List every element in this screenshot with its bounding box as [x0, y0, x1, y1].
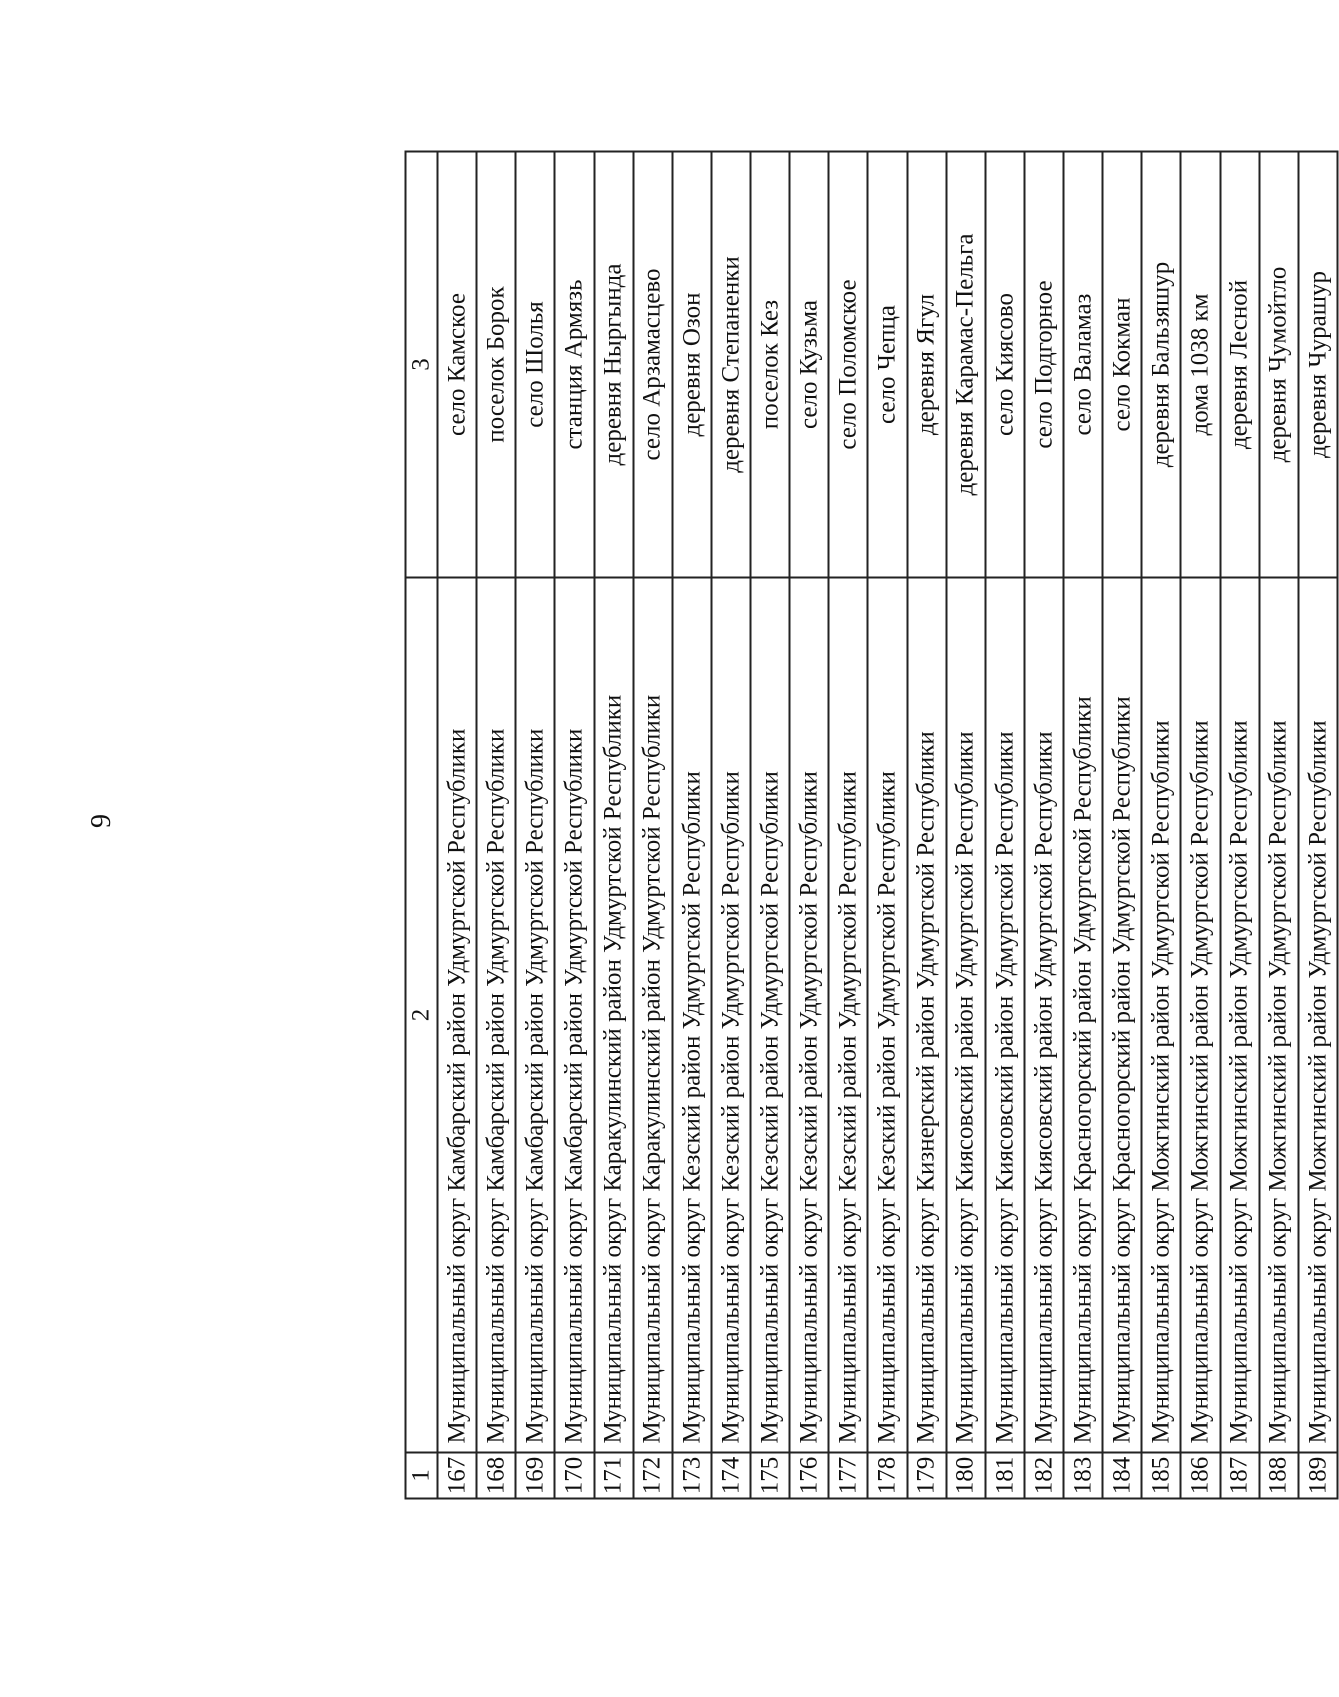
table-row — [1142, 152, 1181, 1499]
table-row — [1298, 152, 1337, 1499]
table-row — [438, 152, 477, 1499]
row-settlement: поселок Кез — [751, 152, 790, 578]
row-district: Муниципальный округ Можгинский район Удмуртской Республики — [1298, 578, 1337, 1453]
table-row — [868, 152, 907, 1499]
row-settlement: деревня Ныргында — [594, 152, 633, 578]
row-district: Муниципальный округ Камбарский район Удмуртской Республики — [477, 578, 516, 1453]
row-settlement: деревня Ягул — [907, 152, 946, 578]
table-row — [555, 152, 594, 1499]
row-settlement: деревня Чумойтло — [1259, 152, 1298, 578]
table-row — [829, 152, 868, 1499]
table-row — [672, 152, 711, 1499]
row-district: Муниципальный округ Камбарский район Удмуртской Республики — [516, 578, 555, 1453]
row-district: Муниципальный округ Киясовский район Удмуртской Республики — [985, 578, 1024, 1453]
table-row — [1220, 152, 1259, 1499]
row-number: 184 — [1103, 1453, 1142, 1499]
row-settlement: село Чепца — [868, 152, 907, 578]
row-district: Муниципальный округ Кезский район Удмуртской Республики — [829, 578, 868, 1453]
row-settlement: деревня Озон — [672, 152, 711, 578]
row-number: 183 — [1064, 1453, 1103, 1499]
row-number: 182 — [1024, 1453, 1063, 1499]
table-row — [1064, 152, 1103, 1499]
row-district: Муниципальный округ Киясовский район Удмуртской Республики — [946, 578, 985, 1453]
row-number: 188 — [1259, 1453, 1298, 1499]
row-district: Муниципальный округ Киясовский район Удмуртской Республики — [1024, 578, 1063, 1453]
row-number: 175 — [751, 1453, 790, 1499]
page-number: 9 — [86, 814, 117, 828]
row-number: 180 — [946, 1453, 985, 1499]
row-settlement: село Поломское — [829, 152, 868, 578]
row-district: Муниципальный округ Кезский район Удмуртской Республики — [672, 578, 711, 1453]
row-district: Муниципальный округ Каракулинский район Удмуртской Республики — [633, 578, 672, 1453]
rotated-table-container — [405, 153, 1339, 1500]
row-district: Муниципальный округ Кезский район Удмуртской Республики — [790, 578, 829, 1453]
table-row — [751, 152, 790, 1499]
row-district: Муниципальный округ Красногорский район Удмуртской Республики — [1103, 578, 1142, 1453]
settlements-table — [405, 151, 1339, 1500]
row-district: Муниципальный округ Кизнерский район Удмуртской Республики — [907, 578, 946, 1453]
table-row — [985, 152, 1024, 1499]
row-settlement: село Киясово — [985, 152, 1024, 578]
row-district: Муниципальный округ Кезский район Удмуртской Республики — [711, 578, 750, 1453]
table-row — [1259, 152, 1298, 1499]
table-row — [1024, 152, 1063, 1499]
row-number: 189 — [1298, 1453, 1337, 1499]
table-row — [790, 152, 829, 1499]
table-row — [477, 152, 516, 1499]
row-settlement: деревня Чурашур — [1298, 152, 1337, 578]
table-row — [633, 152, 672, 1499]
row-number: 171 — [594, 1453, 633, 1499]
row-settlement: село Камское — [438, 152, 477, 578]
row-number: 181 — [985, 1453, 1024, 1499]
row-number: 179 — [907, 1453, 946, 1499]
row-settlement: село Кузьма — [790, 152, 829, 578]
row-district: Муниципальный округ Кезский район Удмуртской Республики — [751, 578, 790, 1453]
row-settlement: село Кокман — [1103, 152, 1142, 578]
row-settlement: деревня Лесной — [1220, 152, 1259, 578]
table-row — [516, 152, 555, 1499]
row-district: Муниципальный округ Можгинский район Удмуртской Республики — [1259, 578, 1298, 1453]
row-number: 178 — [868, 1453, 907, 1499]
row-settlement: деревня Степаненки — [711, 152, 750, 578]
row-district: Муниципальный округ Можгинский район Удмуртской Республики — [1220, 578, 1259, 1453]
row-settlement: село Валамаз — [1064, 152, 1103, 578]
row-settlement: деревня Карамас-Пельга — [946, 152, 985, 578]
row-settlement: село Подгорное — [1024, 152, 1063, 578]
row-settlement: поселок Борок — [477, 152, 516, 578]
header-col-3: 3 — [406, 152, 438, 578]
row-settlement: дома 1038 км — [1181, 152, 1220, 578]
row-settlement: деревня Бальзяшур — [1142, 152, 1181, 578]
row-number: 186 — [1181, 1453, 1220, 1499]
row-settlement: село Арзамасцево — [633, 152, 672, 578]
table-row — [594, 152, 633, 1499]
row-number: 169 — [516, 1453, 555, 1499]
row-district: Муниципальный округ Можгинский район Удмуртской Республики — [1142, 578, 1181, 1453]
row-district: Муниципальный округ Каракулинский район Удмуртской Республики — [594, 578, 633, 1453]
row-number: 177 — [829, 1453, 868, 1499]
row-number: 167 — [438, 1453, 477, 1499]
row-number: 173 — [672, 1453, 711, 1499]
row-district: Муниципальный округ Можгинский район Удмуртской Республики — [1181, 578, 1220, 1453]
row-number: 176 — [790, 1453, 829, 1499]
table-row — [946, 152, 985, 1499]
table-row — [1181, 152, 1220, 1499]
row-number: 187 — [1220, 1453, 1259, 1499]
row-settlement: село Шолья — [516, 152, 555, 578]
row-number: 168 — [477, 1453, 516, 1499]
row-district: Муниципальный округ Камбарский район Удмуртской Республики — [555, 578, 594, 1453]
header-col-1: 1 — [406, 1453, 438, 1499]
table-header-row — [406, 152, 438, 1499]
row-district: Муниципальный округ Камбарский район Удмуртской Республики — [438, 578, 477, 1453]
table-row — [1103, 152, 1142, 1499]
row-number: 170 — [555, 1453, 594, 1499]
table-row — [711, 152, 750, 1499]
row-number: 174 — [711, 1453, 750, 1499]
row-district: Муниципальный округ Красногорский район Удмуртской Республики — [1064, 578, 1103, 1453]
row-number: 172 — [633, 1453, 672, 1499]
row-number: 185 — [1142, 1453, 1181, 1499]
header-col-2: 2 — [406, 578, 438, 1453]
row-settlement: станция Армязь — [555, 152, 594, 578]
table-row — [907, 152, 946, 1499]
row-district: Муниципальный округ Кезский район Удмуртской Республики — [868, 578, 907, 1453]
